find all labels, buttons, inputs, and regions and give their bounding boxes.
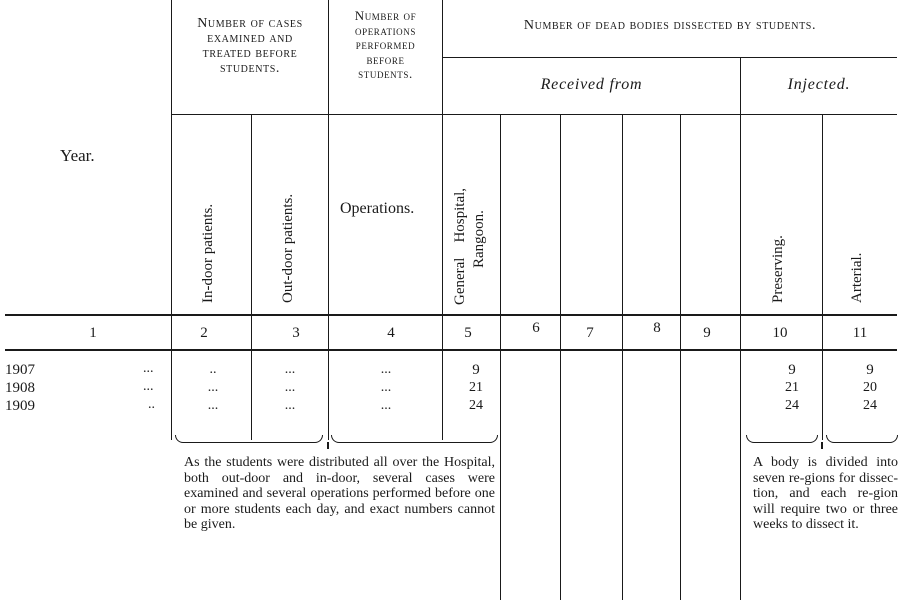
out-door-cell: ... [284, 362, 296, 377]
arterial-header: Arterial. [849, 252, 865, 303]
operations-cell: ... [380, 398, 392, 413]
column-number: 7 [586, 325, 594, 341]
in-door-patients-header: In-door patients. [200, 203, 216, 303]
general-hospital-cell: 9 [472, 362, 480, 378]
general-hospital-header: General Hospital, [452, 187, 468, 305]
rule-v-8 [680, 115, 681, 600]
cases-note: As the students were distributed all over the Hospital, both out-door and in-door, several cases were examined and several operations performed before one or more students each day, and exact numbers cannot be given. [184, 455, 495, 532]
leader-dots: ... [143, 379, 154, 394]
out-door-cell: ... [284, 380, 296, 395]
received-from-header: Received from [540, 76, 643, 93]
year-header: Year. [60, 146, 95, 165]
rule-v-2 [251, 115, 252, 440]
in-door-cell: ... [207, 398, 219, 413]
in-door-cell: .. [209, 362, 217, 377]
preserving-cell: 9 [788, 362, 796, 378]
operations-group-header: Number of operations performed before students. [354, 8, 417, 81]
arterial-cell: 9 [866, 362, 874, 378]
rule-v-6 [560, 115, 561, 600]
preserving-cell: 21 [785, 380, 799, 395]
left-brace [331, 435, 498, 443]
column-number: 11 [852, 325, 868, 341]
in-door-cell: ... [207, 380, 219, 395]
left-brace [175, 435, 323, 443]
dissection-group-header: Number of dead bodies dissected by students. [523, 18, 817, 33]
column-number: 5 [464, 325, 472, 341]
right-brace [826, 435, 898, 443]
column-number: 1 [89, 325, 97, 341]
preserving-cell: 24 [785, 398, 799, 413]
cases-group-header: Number of cases examined and treated before students. [197, 16, 303, 76]
rule-v-9 [740, 58, 741, 600]
column-number: 4 [387, 325, 395, 341]
rangoon-header: Rangoon. [471, 210, 487, 268]
operations-header: Operations. [340, 200, 415, 217]
rule-h-subheader [171, 114, 897, 115]
column-number: 9 [703, 325, 711, 341]
leader-dots: ... [143, 361, 154, 376]
right-brace-tip [821, 442, 823, 449]
out-door-patients-header: Out-door patients. [280, 193, 296, 303]
right-brace [746, 435, 818, 443]
preserving-header: Preserving. [770, 235, 786, 303]
operations-cell: ... [380, 380, 392, 395]
arterial-cell: 24 [863, 398, 877, 413]
column-number: 6 [532, 320, 540, 336]
column-number: 3 [292, 325, 300, 341]
rule-v-5 [500, 115, 501, 600]
rule-h-numbers-bottom [5, 349, 897, 351]
rule-v-7 [622, 115, 623, 600]
column-number: 8 [653, 320, 661, 336]
rule-h-dissection [442, 57, 897, 58]
injected-header: Injected. [787, 76, 851, 93]
general-hospital-cell: 24 [469, 398, 483, 413]
out-door-cell: ... [284, 398, 296, 413]
arterial-cell: 20 [863, 380, 877, 395]
column-number: 10 [772, 325, 788, 341]
dissection-note: A body is divided into seven re-gions for dissec-tion, and each re-gion will require two or three weeks to dissect it. [753, 455, 898, 532]
operations-cell: ... [380, 362, 392, 377]
column-number: 2 [200, 325, 208, 341]
year-cell: 1909 [5, 398, 35, 414]
left-brace-tip [327, 442, 329, 449]
year-cell: 1907 [5, 362, 35, 378]
rule-h-numbers-top [5, 314, 897, 316]
leader-dots: .. [148, 397, 155, 412]
year-cell: 1908 [5, 380, 35, 396]
general-hospital-cell: 21 [469, 380, 483, 395]
rule-v-10 [822, 115, 823, 440]
rule-v-4 [442, 0, 443, 440]
